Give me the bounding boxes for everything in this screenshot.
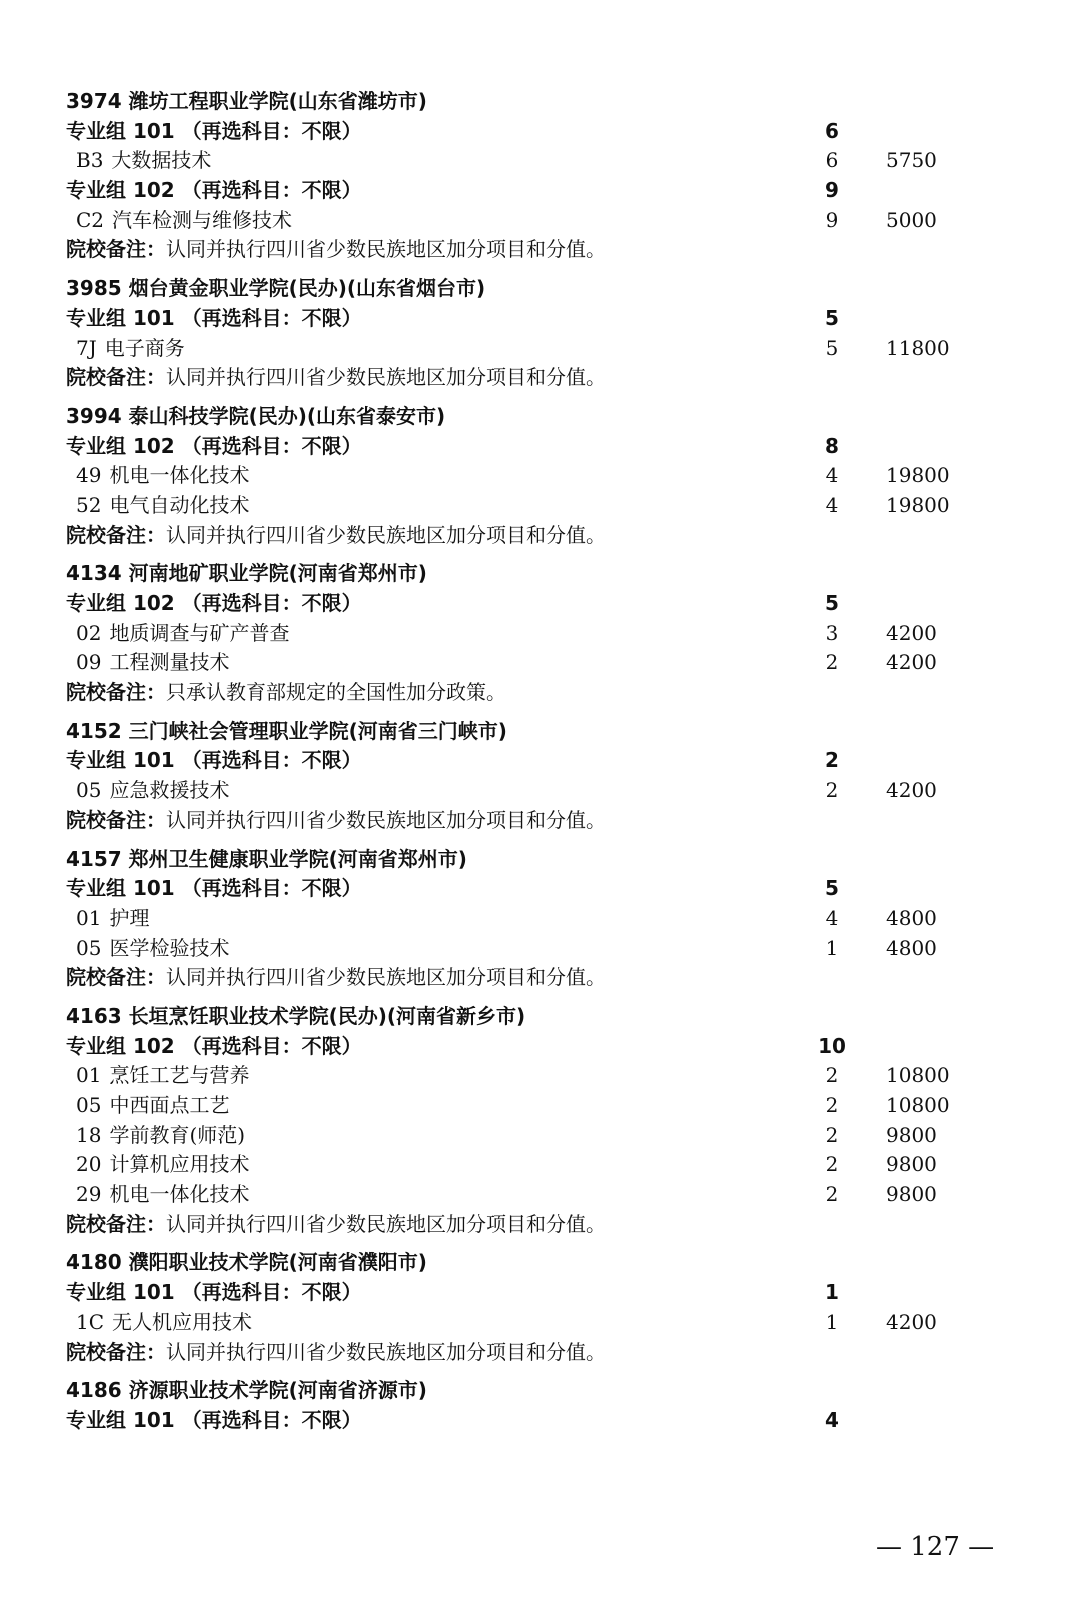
major-row: [0, 1180, 1080, 1210]
major-name: 烹饪工艺与营养: [109, 1063, 250, 1088]
major-group-label: 专业组 101 （再选科目：不限）: [66, 876, 362, 901]
major-group-count: 2: [825, 748, 839, 773]
major-group-label: 专业组 101 （再选科目：不限）: [66, 748, 362, 773]
major-group-row: [0, 304, 1080, 334]
major-name: 计算机应用技术: [109, 1152, 250, 1177]
block-spacer: [0, 1239, 1080, 1247]
major-plan-count: 3: [825, 620, 839, 645]
school-note-text: 认同并执行四川省少数民族地区加分项目和分值。: [166, 1211, 606, 1236]
major-tuition-fee: 9800: [886, 1152, 937, 1177]
school-header: 3985 烟台黄金职业学院(民办)(山东省烟台市): [66, 276, 486, 301]
major-name: 应急救援技术: [109, 778, 230, 803]
major-plan-count: 2: [825, 778, 839, 803]
school-block: [0, 716, 1080, 844]
school-note: [0, 1338, 1080, 1368]
major-group-row: [0, 432, 1080, 462]
school-note-text: 认同并执行四川省少数民族地区加分项目和分值。: [166, 237, 606, 262]
school-note-text: 只承认教育部规定的全国性加分政策。: [166, 680, 506, 705]
major-tuition-fee: 5000: [886, 207, 937, 232]
school-block: [0, 1247, 1080, 1375]
major-tuition-fee: 5750: [886, 148, 937, 173]
major-code: 1C: [76, 1309, 105, 1334]
major-row: [0, 776, 1080, 806]
major-group-row: [0, 117, 1080, 147]
school-note: [0, 963, 1080, 993]
major-tuition-fee: 4200: [886, 1309, 937, 1334]
major-name: 机电一体化技术: [109, 1182, 250, 1207]
school-header: 4163 长垣烹饪职业技术学院(民办)(河南省新乡市): [66, 1003, 526, 1028]
major-group-label: 专业组 102 （再选科目：不限）: [66, 433, 362, 458]
major-code: C2: [76, 207, 105, 232]
major-plan-count: 4: [825, 905, 839, 930]
school-note-label: 院校备注：: [66, 1211, 166, 1236]
major-group-count: 9: [825, 178, 839, 203]
major-name: 大数据技术: [111, 148, 212, 173]
major-plan-count: 2: [825, 1122, 839, 1147]
school-block: [0, 1001, 1080, 1248]
school-note-text: 认同并执行四川省少数民族地区加分项目和分值。: [166, 522, 606, 547]
major-group-count: 5: [825, 876, 839, 901]
major-name: 中西面点工艺: [109, 1093, 230, 1117]
major-plan-count: 6: [825, 148, 839, 173]
major-plan-count: 1: [825, 935, 839, 960]
major-code: 49: [76, 463, 102, 488]
major-tuition-fee: 4800: [886, 905, 937, 930]
school-note: [0, 363, 1080, 393]
major-plan-count: 2: [825, 1182, 839, 1207]
major-plan-count: 4: [825, 463, 839, 488]
major-tuition-fee: 19800: [886, 492, 950, 517]
major-row: [0, 1308, 1080, 1338]
block-spacer: [0, 393, 1080, 401]
school-note: [0, 1210, 1080, 1240]
major-row: [0, 146, 1080, 176]
major-name: 机电一体化技术: [109, 463, 250, 488]
school-note-text: 认同并执行四川省少数民族地区加分项目和分值。: [166, 965, 606, 990]
major-code: 05: [76, 1093, 102, 1117]
major-tuition-fee: 4800: [886, 935, 937, 960]
block-spacer: [0, 836, 1080, 844]
major-name: 医学检验技术: [109, 935, 230, 960]
major-group-row: [0, 589, 1080, 619]
major-row: [0, 904, 1080, 934]
school-header: 4157 郑州卫生健康职业学院(河南省郑州市): [66, 846, 467, 871]
major-tuition-fee: 11800: [886, 335, 950, 360]
major-group-label: 专业组 101 （再选科目：不限）: [66, 305, 362, 330]
school-header: 4186 济源职业技术学院(河南省济源市): [66, 1378, 427, 1403]
major-code: 01: [76, 1063, 102, 1088]
major-tuition-fee: 4200: [886, 778, 937, 803]
major-name: 汽车检测与维修技术: [112, 207, 293, 232]
major-row: [0, 1150, 1080, 1180]
major-group-count: 10: [818, 1033, 846, 1058]
major-name: 电气自动化技术: [109, 492, 250, 517]
school-note-text: 认同并执行四川省少数民族地区加分项目和分值。: [166, 365, 606, 390]
major-code: 7J: [76, 335, 97, 360]
school-block: [0, 86, 1080, 273]
block-spacer: [0, 1436, 1080, 1444]
school-block: [0, 401, 1080, 558]
school-note: [0, 521, 1080, 551]
major-code: B3: [76, 148, 104, 173]
school-block: [0, 273, 1080, 401]
major-plan-count: 9: [825, 207, 839, 232]
major-group-label: 专业组 101 （再选科目：不限）: [66, 1407, 362, 1432]
major-code: 01: [76, 905, 102, 930]
major-group-row: [0, 1406, 1080, 1436]
major-group-row: [0, 176, 1080, 206]
school-note-label: 院校备注：: [66, 807, 166, 832]
major-code: 20: [76, 1152, 102, 1177]
major-code: 52: [76, 492, 102, 517]
major-tuition-fee: 10800: [886, 1063, 950, 1088]
major-group-label: 专业组 101 （再选科目：不限）: [66, 118, 362, 143]
major-row: [0, 1091, 1080, 1121]
major-row: [0, 619, 1080, 649]
school-note-text: 认同并执行四川省少数民族地区加分项目和分值。: [166, 807, 606, 832]
major-group-label: 专业组 102 （再选科目：不限）: [66, 178, 362, 203]
school-list: [0, 86, 1080, 1444]
major-group-row: [0, 874, 1080, 904]
school-note: [0, 678, 1080, 708]
major-plan-count: 2: [825, 650, 839, 675]
major-name: 护理: [109, 905, 150, 930]
major-code: 18: [76, 1122, 102, 1147]
block-spacer: [0, 1367, 1080, 1375]
major-tuition-fee: 19800: [886, 463, 950, 488]
block-spacer: [0, 550, 1080, 558]
major-code: 29: [76, 1182, 102, 1207]
school-block: [0, 844, 1080, 1001]
major-plan-count: 2: [825, 1063, 839, 1088]
school-block: [0, 1375, 1080, 1443]
major-code: 05: [76, 935, 102, 960]
major-group-count: 6: [825, 118, 839, 143]
major-row: [0, 648, 1080, 678]
major-group-row: [0, 1278, 1080, 1308]
major-plan-count: 1: [825, 1309, 839, 1334]
major-tuition-fee: 9800: [886, 1182, 937, 1207]
major-plan-count: 5: [825, 335, 839, 360]
major-row: [0, 206, 1080, 236]
major-tuition-fee: 4200: [886, 650, 937, 675]
block-spacer: [0, 708, 1080, 716]
school-header: 4134 河南地矿职业学院(河南省郑州市): [66, 561, 427, 586]
school-header: 4180 濮阳职业技术学院(河南省濮阳市): [66, 1250, 427, 1275]
school-note: [0, 235, 1080, 265]
school-note-label: 院校备注：: [66, 965, 166, 990]
major-name: 地质调查与矿产普查: [109, 620, 290, 645]
school-note-label: 院校备注：: [66, 1339, 166, 1364]
major-code: 02: [76, 620, 102, 645]
school-header: 3994 泰山科技学院(民办)(山东省泰安市): [66, 403, 446, 428]
major-row: [0, 334, 1080, 364]
major-tuition-fee: 4200: [886, 620, 937, 645]
major-group-row: [0, 746, 1080, 776]
major-row: [0, 461, 1080, 491]
major-group-row: [0, 1032, 1080, 1062]
school-block: [0, 558, 1080, 715]
major-row: [0, 491, 1080, 521]
school-note-label: 院校备注：: [66, 237, 166, 262]
major-name: 工程测量技术: [109, 650, 230, 675]
major-plan-count: 2: [825, 1152, 839, 1177]
major-tuition-fee: 9800: [886, 1122, 937, 1147]
major-group-count: 8: [825, 433, 839, 458]
major-group-count: 5: [825, 305, 839, 330]
major-group-count: 5: [825, 591, 839, 615]
major-code: 09: [76, 650, 102, 675]
major-code: 05: [76, 778, 102, 803]
school-note-label: 院校备注：: [66, 680, 166, 705]
school-note-label: 院校备注：: [66, 365, 166, 390]
school-header: 3974 潍坊工程职业学院(山东省潍坊市): [66, 89, 427, 113]
major-group-label: 专业组 101 （再选科目：不限）: [66, 1280, 362, 1305]
block-spacer: [0, 993, 1080, 1001]
major-name: 无人机应用技术: [112, 1309, 253, 1334]
major-row: [0, 1121, 1080, 1151]
major-row: [0, 934, 1080, 964]
school-note-label: 院校备注：: [66, 522, 166, 547]
school-header: 4152 三门峡社会管理职业学院(河南省三门峡市): [66, 718, 507, 743]
major-plan-count: 2: [825, 1093, 839, 1117]
page-number: — 127 —: [876, 1532, 995, 1562]
major-group-label: 专业组 102 （再选科目：不限）: [66, 1033, 362, 1058]
major-group-count: 4: [825, 1407, 839, 1432]
major-plan-count: 4: [825, 492, 839, 517]
school-note: [0, 806, 1080, 836]
major-group-label: 专业组 102 （再选科目：不限）: [66, 591, 362, 615]
major-name: 电子商务: [104, 335, 185, 360]
major-row: [0, 1061, 1080, 1091]
major-name: 学前教育(师范): [109, 1122, 246, 1147]
major-tuition-fee: 10800: [886, 1093, 950, 1117]
major-group-count: 1: [825, 1280, 839, 1305]
block-spacer: [0, 265, 1080, 273]
school-note-text: 认同并执行四川省少数民族地区加分项目和分值。: [166, 1339, 606, 1364]
